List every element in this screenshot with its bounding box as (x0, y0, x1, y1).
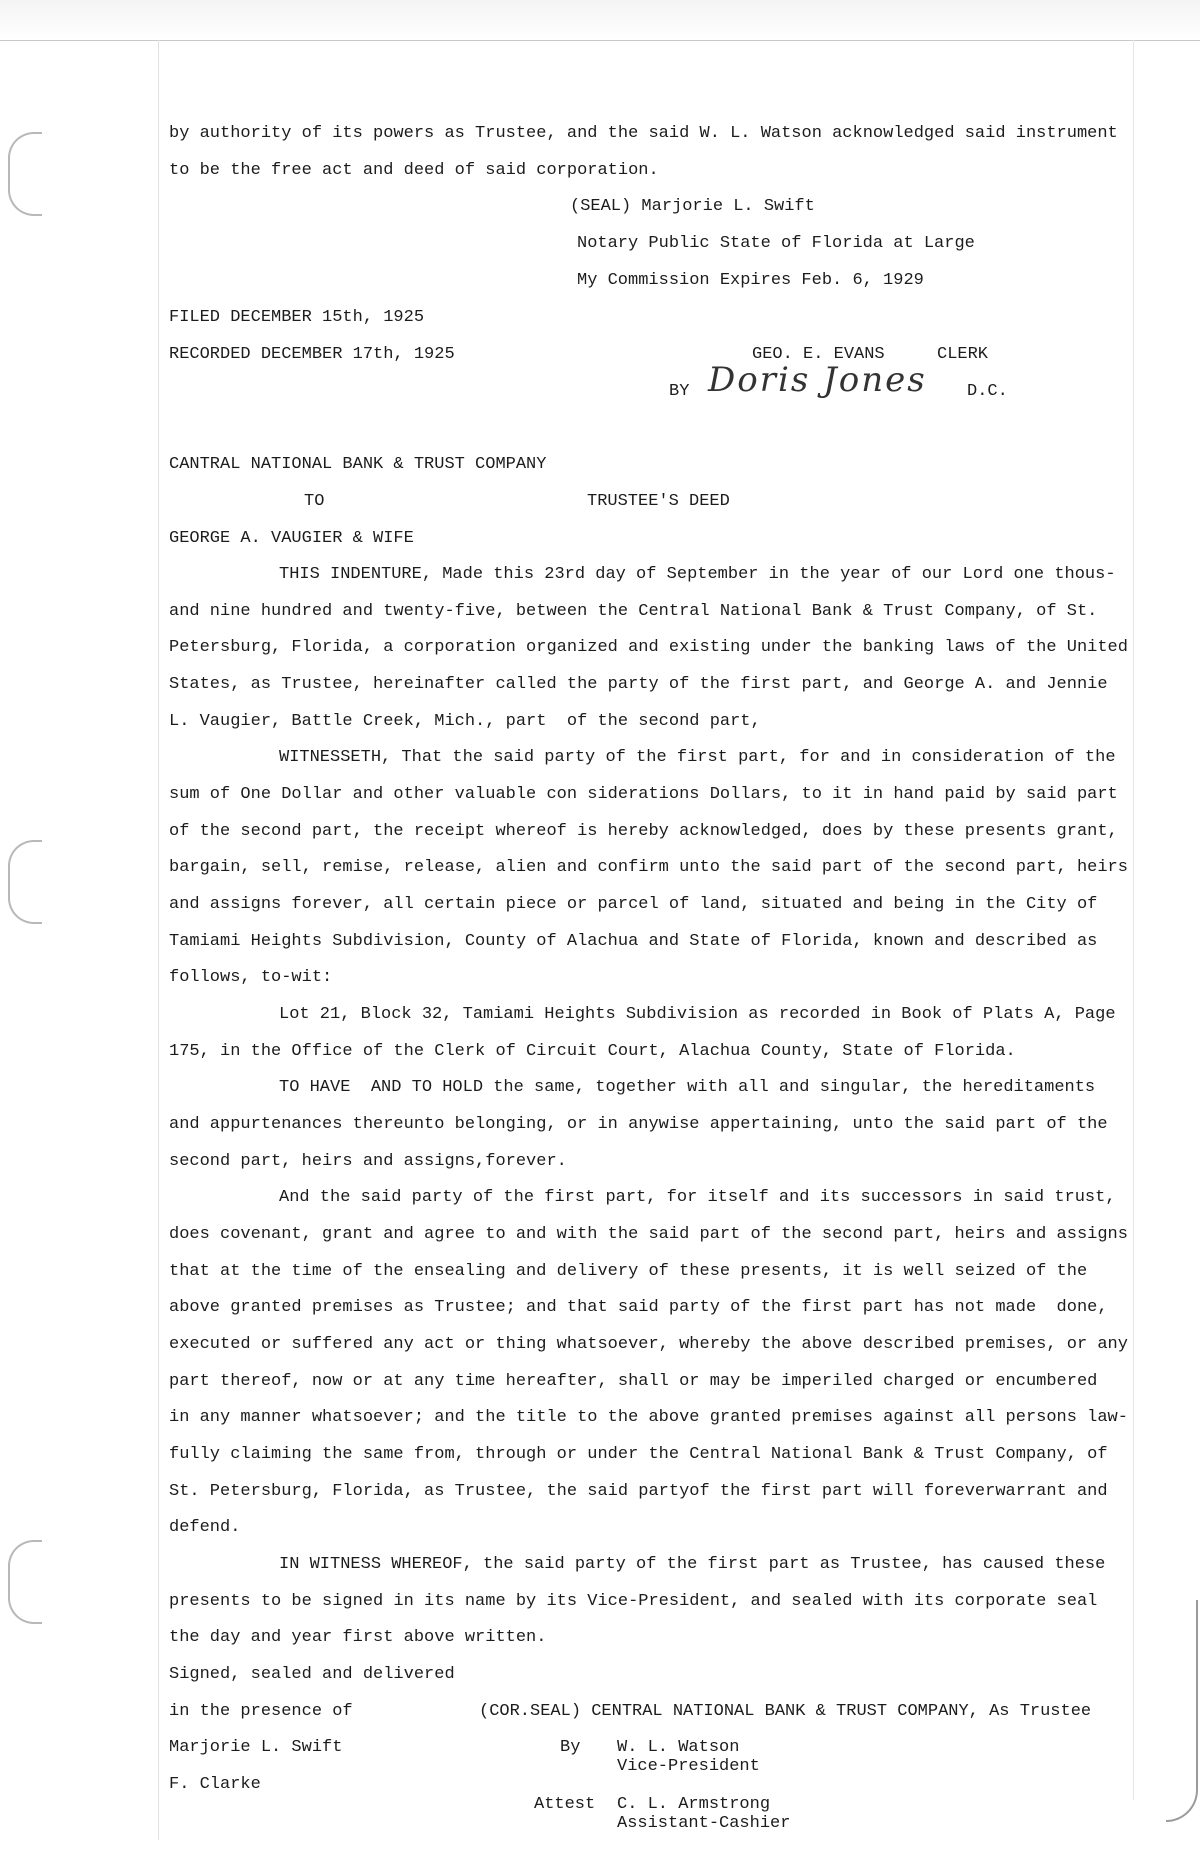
body-line: Tamiami Heights Subdivision, County of Alachua and State of Florida, known and described as (169, 932, 1098, 951)
body-line: bargain, sell, remise, release, alien and confirm unto the said part of the second part, heirs (169, 858, 1128, 877)
body-line: presents to be signed in its name by its Vice-President, and sealed with its corporate seal (169, 1592, 1098, 1611)
filed-date: FILED DECEMBER 15th, 1925 (169, 308, 425, 327)
body-line: St. Petersburg, Florida, as Trustee, the said partyof the first part will foreverwarrant and (169, 1482, 1108, 1501)
notary-seal: (SEAL) Marjorie L. Swift (570, 197, 815, 216)
body-line: TO HAVE AND TO HOLD the same, together with all and singular, the hereditaments (279, 1078, 1096, 1097)
witness-name: Marjorie L. Swift (169, 1738, 343, 1757)
body-line: and appurtenances thereunto belonging, or in anywise appertaining, unto the said part of the (169, 1115, 1108, 1134)
attester-name: C. L. Armstrong (617, 1795, 771, 1814)
body-line: in any manner whatsoever; and the title to the above granted premises against all persons law- (169, 1408, 1128, 1427)
body-line: executed or suffered any act or thing whatsoever, whereby the above described premises, or any (169, 1335, 1128, 1354)
dc-label: D.C. (967, 382, 1008, 401)
body-line: that at the time of the ensealing and delivery of these presents, it is well seized of the (169, 1262, 1088, 1281)
witness-name: F. Clarke (169, 1775, 261, 1794)
body-line: fully claiming the same from, through or under the Central National Bank & Trust Company, of (169, 1445, 1108, 1464)
notary-commission: My Commission Expires Feb. 6, 1929 (577, 271, 924, 290)
notary-line: to be the free act and deed of said corporation. (169, 161, 659, 180)
signed-label: Signed, sealed and delivered (169, 1665, 455, 1684)
body-line: And the said party of the first part, for itself and its successors in said trust, (279, 1188, 1116, 1207)
clerk-name: GEO. E. EVANS (752, 345, 885, 364)
body-line: part thereof, now or at any time hereafter, shall or may be imperiled charged or encumbered (169, 1372, 1098, 1391)
body-line: follows, to-wit: (169, 968, 333, 987)
body-line: THIS INDENTURE, Made this 23rd day of September in the year of our Lord one thous- (279, 565, 1116, 584)
body-line: defend. (169, 1518, 241, 1537)
clerk-title: CLERK (937, 345, 989, 364)
body-line: and assigns forever, all certain piece or parcel of land, situated and being in the City of (169, 895, 1098, 914)
signer-name: W. L. Watson (617, 1738, 740, 1757)
doc-type-heading: TRUSTEE'S DEED (587, 492, 730, 511)
notary-title: Notary Public State of Florida at Large (577, 234, 975, 253)
body-line: WITNESSETH, That the said party of the first part, for and in consideration of the (279, 748, 1116, 767)
by-label: BY (669, 382, 690, 401)
body-line: and nine hundred and twenty-five, between the Central National Bank & Trust Company, of St. (169, 602, 1098, 621)
signer-title: Vice-President (617, 1757, 760, 1776)
body-line: of the second part, the receipt whereof is hereby acknowledged, does by these presents grant, (169, 822, 1118, 841)
corporate-seal-line: (COR.SEAL) CENTRAL NATIONAL BANK & TRUST COMPANY, As Trustee (479, 1702, 1092, 1721)
to-heading: TO (304, 492, 325, 511)
grantor-heading: CANTRAL NATIONAL BANK & TRUST COMPANY (169, 455, 547, 474)
body-line: Petersburg, Florida, a corporation organized and existing under the banking laws of the United (169, 638, 1128, 657)
body-line: IN WITNESS WHEREOF, the said party of the first part as Trustee, has caused these (279, 1555, 1106, 1574)
body-line: L. Vaugier, Battle Creek, Mich., part of the second part, (169, 712, 761, 731)
presence-label: in the presence of (169, 1702, 353, 1721)
body-line: does covenant, grant and agree to and with the said part of the second part, heirs and assigns (169, 1225, 1128, 1244)
body-line: the day and year first above written. (169, 1628, 547, 1647)
attest-label: Attest (534, 1795, 596, 1814)
attester-title: Assistant-Cashier (617, 1814, 791, 1833)
recorded-date: RECORDED DECEMBER 17th, 1925 (169, 345, 455, 364)
body-line: sum of One Dollar and other valuable con siderations Dollars, to it in hand paid by said part (169, 785, 1118, 804)
body-line: second part, heirs and assigns,forever. (169, 1152, 567, 1171)
body-line: above granted premises as Trustee; and that said party of the first part has not made done, (169, 1298, 1108, 1317)
grantee-heading: GEORGE A. VAUGIER & WIFE (169, 529, 414, 548)
property-description: Lot 21, Block 32, Tamiami Heights Subdivision as recorded in Book of Plats A, Page (279, 1005, 1116, 1024)
body-line: States, as Trustee, hereinafter called the party of the first part, and George A. and Jennie (169, 675, 1108, 694)
deputy-signature: Doris Jones (708, 360, 927, 400)
notary-line: by authority of its powers as Trustee, and the said W. L. Watson acknowledged said instrument (169, 124, 1118, 143)
property-description: 175, in the Office of the Clerk of Circuit Court, Alachua County, State of Florida. (169, 1042, 1016, 1061)
by-label: By (560, 1738, 581, 1757)
